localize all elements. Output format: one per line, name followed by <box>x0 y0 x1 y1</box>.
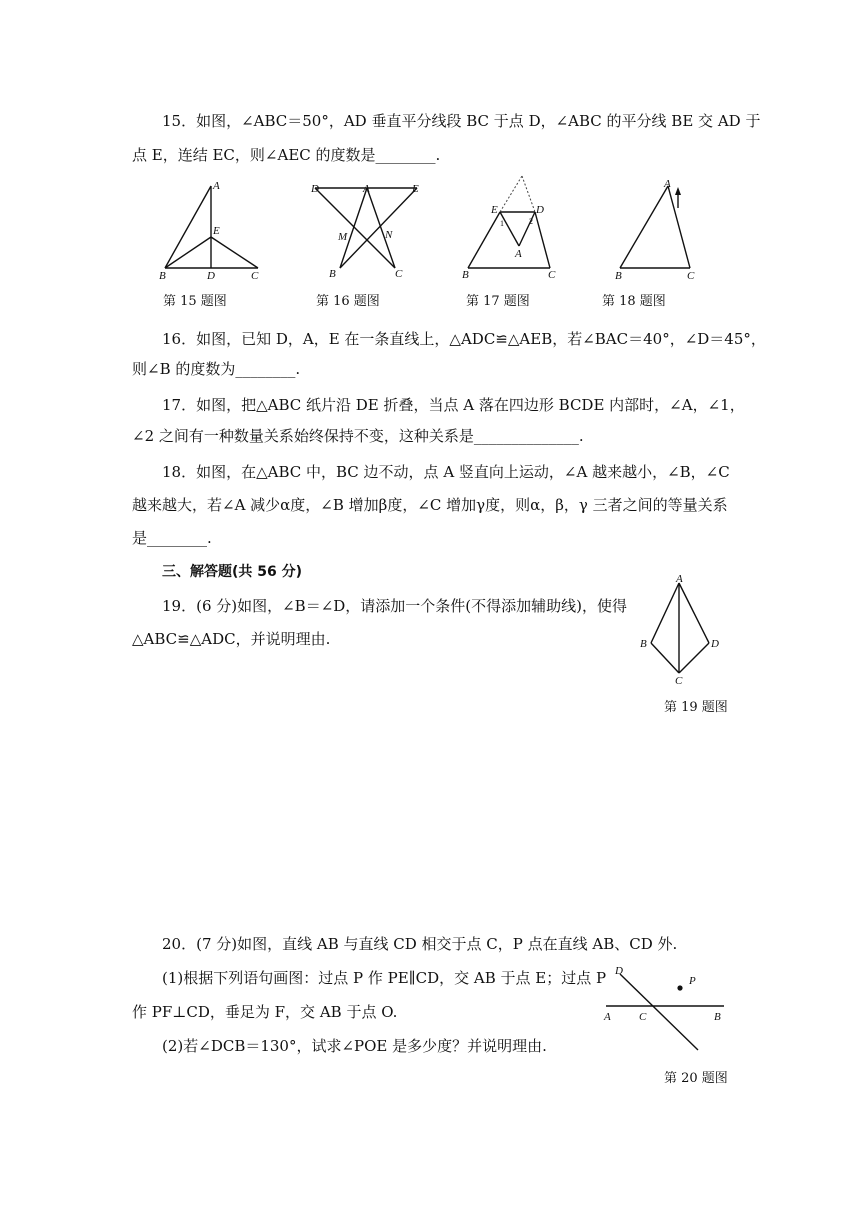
fig16-label-e: E <box>412 183 419 195</box>
caption-fig17: 第 17 题图 <box>466 294 530 309</box>
q19-line1: 19．(6 分)如图，∠B＝∠D，请添加一个条件(不得添加辅助线)，使得 <box>162 597 627 615</box>
caption-fig18: 第 18 题图 <box>602 294 666 309</box>
figure-20 <box>598 962 728 1054</box>
fig19-label-d: D <box>711 638 719 650</box>
arrow-up-icon <box>675 187 681 195</box>
fig17-label-c: C <box>548 269 556 281</box>
q20-line4: (2)若∠DCB＝130°，试求∠POE 是多少度？并说明理由. <box>162 1037 547 1055</box>
fig18-label-b: B <box>615 270 622 282</box>
fig19-label-a: A <box>676 573 683 585</box>
q15-line2: 点 E，连结 EC，则∠AEC 的度数是________. <box>132 146 441 164</box>
figure-16 <box>305 178 430 283</box>
caption-fig20: 第 20 题图 <box>664 1071 728 1086</box>
caption-fig15: 第 15 题图 <box>163 294 227 309</box>
fig16-label-n: N <box>385 229 393 241</box>
fig15-label-a: A <box>213 180 220 192</box>
caption-fig19: 第 19 题图 <box>664 700 728 715</box>
fig17-label-e: E <box>491 204 498 216</box>
fig16-label-c: C <box>395 268 403 280</box>
section-heading: 三、解答题(共 56 分) <box>162 564 303 580</box>
figure-15 <box>150 178 280 283</box>
q18-line2: 越来越大，若∠A 减少α度，∠B 增加β度，∠C 增加γ度，则α，β，γ 三者之间的等量关系 <box>132 496 728 514</box>
fig17-label-2: 2 <box>529 217 533 226</box>
fig17-label-d: D <box>536 204 544 216</box>
q20-line1: 20．(7 分)如图，直线 AB 与直线 CD 相交于点 C，P 点在直线 AB、CD 外. <box>162 935 678 953</box>
q16-line1: 16．如图，已知 D，A，E 在一条直线上，△ADC≌△AEB，若∠BAC＝40°，∠D＝45°， <box>162 330 766 348</box>
fig17-label-1: 1 <box>500 219 504 228</box>
q15-line1: 15．如图，∠ABC＝50°，AD 垂直平分线段 BC 于点 D，∠ABC 的平分线 BE 交 AD 于 <box>162 112 761 130</box>
q19-line2: △ABC≌△ADC，并说明理由. <box>132 630 331 648</box>
fig16-label-b: B <box>329 268 336 280</box>
fig15-label-e: E <box>213 225 220 237</box>
figure-18 <box>610 172 720 284</box>
fig17-label-b: B <box>462 269 469 281</box>
q16-line2: 则∠B 的度数为________. <box>132 360 301 378</box>
fig15-label-b: B <box>159 270 166 282</box>
fig19-label-b: B <box>640 638 647 650</box>
q18-line1: 18．如图，在△ABC 中，BC 边不动，点 A 竖直向上运动，∠A 越来越小，∠B，∠C <box>162 463 730 481</box>
fig20-label-d: D <box>615 965 623 977</box>
fig16-label-a: A <box>363 183 370 195</box>
fig15-label-c: C <box>251 270 259 282</box>
fig20-label-p: P <box>689 975 696 987</box>
fig20-label-c: C <box>639 1011 647 1023</box>
q20-line2: (1)根据下列语句画图：过点 P 作 PE∥CD，交 AB 于点 E；过点 P <box>162 969 607 987</box>
fig20-label-a: A <box>604 1011 611 1023</box>
fig17-label-a: A <box>515 248 522 260</box>
fig19-label-c: C <box>675 675 683 687</box>
q17-line1: 17．如图，把△ABC 纸片沿 DE 折叠，当点 A 落在四边形 BCDE 内部时，∠A，∠1， <box>162 396 745 414</box>
caption-fig16: 第 16 题图 <box>316 294 380 309</box>
fig18-label-a: A <box>664 178 671 190</box>
fig18-label-c: C <box>687 270 695 282</box>
figure-19 <box>636 573 726 688</box>
point-p <box>677 985 682 990</box>
q20-line3: 作 PF⊥CD，垂足为 F，交 AB 于点 O. <box>132 1003 398 1021</box>
q17-line2: ∠2 之间有一种数量关系始终保持不变，这种关系是______________. <box>132 427 584 445</box>
fig16-label-d: D <box>311 183 319 195</box>
q18-line3: 是________. <box>132 529 212 547</box>
fig15-label-d: D <box>207 270 215 282</box>
figure-17 <box>455 172 565 284</box>
fig20-label-b: B <box>714 1011 721 1023</box>
fig16-label-m: M <box>338 231 348 243</box>
